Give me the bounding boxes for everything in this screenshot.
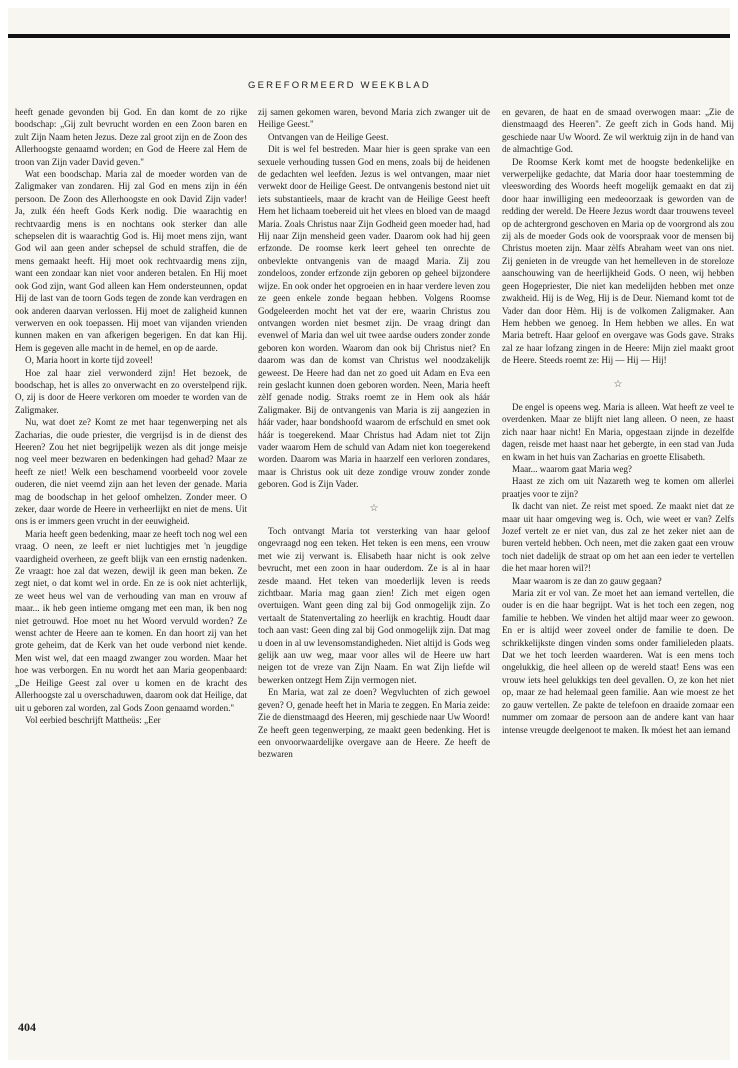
paragraph: Maar... waarom gaat Maria weg? (512, 463, 632, 474)
section-star-icon: ☆ (369, 502, 379, 514)
running-header: GEREFORMEERD WEEKBLAD (248, 80, 431, 91)
paragraph: Nu, wat doet ze? Komt ze met haar tegenwerping net als Zacharias, die oude priester, die vergrijsd is in de dienst des Heeren? Zou het niet begrijpelijk wezen als dit jonge meisje nog veel meer bezwaren en bedenkingen had gehad? Maar ze heeft ze niet! Welk een beschamend voorbeeld voor zovele ouderen, die niet veemd zijn aan het leven der genade. Maria mag de boodschap in het geloof omhelzen. Zonder meer. O zeker, daar worde de Heere in verheerlijkt en niet de mens. Uit ons is er immers geen vrucht in der eeuwigheid. (15, 417, 247, 527)
paragraph: O, Maria hoort in korte tijd zoveel! (25, 355, 154, 366)
paragraph: Toch ontvangt Maria tot versterking van haar geloof ongevraagd nog een teken. Het teken is een mens, een vrouw met wie zij verwant is. Elisabeth haar nicht is ook zelve bevrucht, met een zoon in haar ouderdom. Ze is al in haar zesde maand. Het teken van moederlijk leven is reeds zichtbaar. Maria mag gaan zien! Zich met eigen ogen overtuigen. Want geen ding zal bij God onmogelijk zijn. Zo vertaalt de Statenvertaling zo heerlijk en krachtig. Houdt daar toch aan vast: Geen ding zal bij God onmogelijk zijn. Dat mag u doen in al uw levensomstandigheden. Niet altijd is Gods weg gelijk aan uw weg, maar voor alles wil de Heere uw hart neigen tot de vreze van Zijn Naam. En wat Zijn liefde wil bewerken ontzegt Hem Zijn vermogen niet. (258, 526, 490, 685)
paragraph: En Maria, wat zal ze doen? Wegvluchten of zich gewoel geven? O, genade heeft het in Maria te zeggen. En Maria zeide: Zie de dienstmaagd des Heeren, mij geschiede naar Uw Woord! Ze heeft geen tegenwerping, ze maakt geen bedenking. Het is een onvoorwaardelijke overgave aan de Heere. Ze heeft de bezwaren (258, 687, 490, 760)
column-left (15, 106, 247, 726)
paragraph: Haast ze zich om uit Nazareth weg te komen om allerlei praatjes voor te zijn? (502, 476, 734, 499)
column-right (502, 106, 734, 736)
paragraph: en gevaren, de haat en de smaad overwogen maar: „Zie de dienstmaagd des Heeren". Ze geeft zich in Gods hand. Mij geschiede naar Uw Woord. Ze wil werktuig zijn in de hand van de almachtige God. (502, 107, 734, 155)
paragraph: De Roomse Kerk komt met de hoogste bedenkelijke en verwerpelijke gedachte, dat Maria door haar toestemming de vleeswording des Woords heeft mogelijk gemaakt en dat zij door haar inwilliging een medeoorzaak is geworden van de redding der wereld. De Heere Jezus wordt daar trouwens teveel op de achtergrond geschoven en Maria op de voorgrond als zou zij als de moeder Gods ook de voorspraak voor de mensen bij Christus moeten zijn. Maar zèlfs Abraham weet van ons niet. Zij genieten in de vreugde van het hemelleven in de storeloze aanschouwing van de heerlijkheid Gods. O neen, wij hebben geen Hogepriester, Die niet kan medelijden hebben met onze zwakheid. Hij is de Weg, Hij is de Deur. Niemand komt tot de Vader dan door Hèm. Hij is de volkomen Zaligmaker. Aan Hem hebben we genoeg. In Hem hebben we alles. En wat Maria betreft. Haar geloof en overgave was Gods gave. Straks zal ze haar lofzang zingen in de Heere: Mijn ziel maakt groot de Heere. Steeds roemt ze: Hij — Hij — Hij! (502, 156, 734, 366)
paragraph: Ik dacht van niet. Ze reist met spoed. Ze maakt niet dat ze maar uit haar omgeving weg is. Och, wie weet er van? Zelfs Jozef vertelt ze er niet van, dus zal ze het zeker niet aan de buren verteld hebben. Och neen, met die zaken gaat een vrouw toch niet dadelijk de straat op om het aan een ieder te vertellen die het maar horen wil?! (502, 501, 734, 574)
paragraph: De engel is opeens weg. Maria is alleen. Wat heeft ze veel te overdenken. Maar ze blijft niet lang alleen. O neen, ze haast zich naar haar nicht! En Maria, opgestaan zijnde in dezelfde dagen, reisde met haast naar het gebergte, in een stad van Juda en kwam in het huis van Zacharias en groette Elisabeth. (502, 401, 734, 462)
paragraph: Hoe zal haar ziel verwonderd zijn! Het bezoek, de boodschap, het is alles zo onverwacht en zo overstelpend rijk. O, zij is door de Heere verkoren om moeder te worden van de Zaligmaker. (15, 367, 247, 415)
top-border-rule (8, 34, 730, 38)
paragraph: Maar waarom is ze dan zo gauw gegaan? (512, 575, 662, 586)
paragraph: Vol eerbied beschrijft Mattheüs: „Eer (25, 714, 161, 725)
section-star-icon: ☆ (613, 378, 623, 390)
column-middle (258, 106, 490, 761)
paragraph: zij samen gekomen waren, bevond Maria zich zwanger uit de Heilige Geest." (258, 107, 490, 130)
paragraph: heeft genade gevonden bij God. En dan komt de zo rijke boodschap: „Gij zult bevrucht worden en een Zoon baren en zult Zijn Naam heten Jezus. Deze zal groot zijn en de Zoon des Allerhoogste genaamd worden; en God de Heere zal Hem de troon van Zijn vader David geven." (15, 107, 247, 167)
paragraph: Dit is wel fel bestreden. Maar hier is geen sprake van een sexuele verhouding tussen God en mens, zoals bij de heidenen de gedachten wel leefden. Jezus is wel ontvangen, maar niet verwekt door de Heilige Geest. De ontvangenis bestond niet uit iets substantieels, maar de kracht van de Heilige Geest heeft Hem het lichaam toebereid uit het vlees en bloed van de maagd Maria. Zoals Christus naar Zijn Godheid geen moeder had, had Hij naar Zijn mensheid geen vader. Daarom ook had hij geen erfzonde. De roomse kerk leert geheel ten onrechte de onbevlekte ontvangenis van de maagd Maria. Zij zou zondeloos, zonder erfzonde zijn geboren op geheel bijzondere wijze. En ook onder het opgroeien en in haar verdere leven zou ze geen enkele zonde begaan hebben. Volgens Roomse Godgeleerden mocht het vat der ere, waarin Christus zou ontvangen worden niet besmet zijn. De vraag dringt dan evenwel of Maria dan wel uit twee aardse ouders zonder zonde geboren kon worden. Waarom dan ook bij Christus niet? En daarom was dan de komst van Christus wel noodzakelijk geweest. De Heere had dan net zo goed uit Adam en Eva een rein geslacht kunnen doen geboren worden. Neen, Maria heeft zèlf genade nodig. Straks roemt ze in Hem ook als háár Zaligmaker. Bij de ontvangenis van Maria is zij aangezien in háár vader, haar bondshoofd waarom de erfschuld en smet ook háár is toegerekend. Maar Christus had Adam niet tot Zijn vader waarom Hem de schuld van Adam niet kon toegerekend worden. Daarom was Maria in haarzelf een verloren zondares, maar is Christus ook uit deze zondige vrouw zonder zonde geboren. God is Zijn Vader. (258, 144, 490, 490)
paragraph: Maria heeft geen bedenking, maar ze heeft toch nog wel een vraag. O neen, ze leeft er niet luchtigjes met 'n jeugdige vaardigheid overheen, ze geeft blijk van een ernstig nadenken. Ze vraagt: hoe zal dat wezen, dewijl ik geen man beken. Ze zegt niet, o dat komt wel in orde. En ze is ook niet achterlijk, ze weet heus wel van de verhouding van man en vrouw af maar... ik heb geen intieme omgang met een man, ik ben nog niet getrouwd. Hoe moet nu het Woord vervuld worden? Ze wenst achter de Heere aan te komen. En dan hoort zij van het grote geheim, dat de Kerk van het oude verbond niet kende. Men wist wel, dat een maagd zwanger zou worden. Maar het hoe was verborgen. En nu wordt het aan Maria geopenbaard: „De Heilige Geest zal over u komen en de kracht des Allerhoogste zal u overschaduwen, daarom ook dat Heilige, dat uit u geboren zal worden, zal Gods Zoon genaamd worden." (15, 528, 247, 713)
paragraph: Wat een boodschap. Maria zal de moeder worden van de Zaligmaker van zondaren. Hij zal God en mens zijn in één persoon. De Zoon des Allerhoogste en ook David Zijn vader! Ja, zulk één heeft Gods Kerk nodig. Die waarachtig en rechtvaardig mens is en nochtans ook sterker dan alle schepselen dit is waarachtig God is. Hij moet mens zijn, want God wil aan geen ander schepsel de schuld straffen, die de mens gemaakt heeft. Hij moet ook rechtvaardig mens zijn, want een zondaar kan niet voor anderen betalen. En Hij moet ook God zijn, want God alleen kan Hem ondersteunnen, opdat Hij de last van de toorn Gods tegen de zonde kan verdragen en ook anderen daarvan verlossen. Hij moet de zaligheid kunnen verwerven en ook toepassen. Hij moet van vijanden vrienden kunnen maken en van afkerigen begerigen. En dat kan Hij. Hem is gegeven alle macht in de hemel, en op de aarde. (15, 169, 247, 353)
paragraph: Ontvangen van de Heilige Geest. (268, 131, 389, 142)
paragraph: Maria zit er vol van. Ze moet het aan iemand vertellen, die ouder is en die haar begrijpt. Wat is het toch een zegen, nog familie te hebben. We vinden het altijd maar weer zo gewoon. En er is altijd weer zoveel onder de familie te doen. De schrikkelijkste dingen vinden soms onder familieleden plaats. Dat we het toch leerden waarderen. Wat is een mens toch ongelukkig, die heel alleen op de wereld staat! Eens was een vrouw iets heel gelukkigs ten deel gevallen. O, ze kon het niet op, maar ze had helemaal geen familie. Aan wie moest ze het zo gauw vertellen. Ze pakte de telefoon en draaide zomaar een nummer om zomaar de persoon aan de andere kant van haar intense vreugde deelgenoot te maken. Ik móest het aan iemand (502, 588, 734, 735)
page-number: 404 (18, 1020, 36, 1034)
